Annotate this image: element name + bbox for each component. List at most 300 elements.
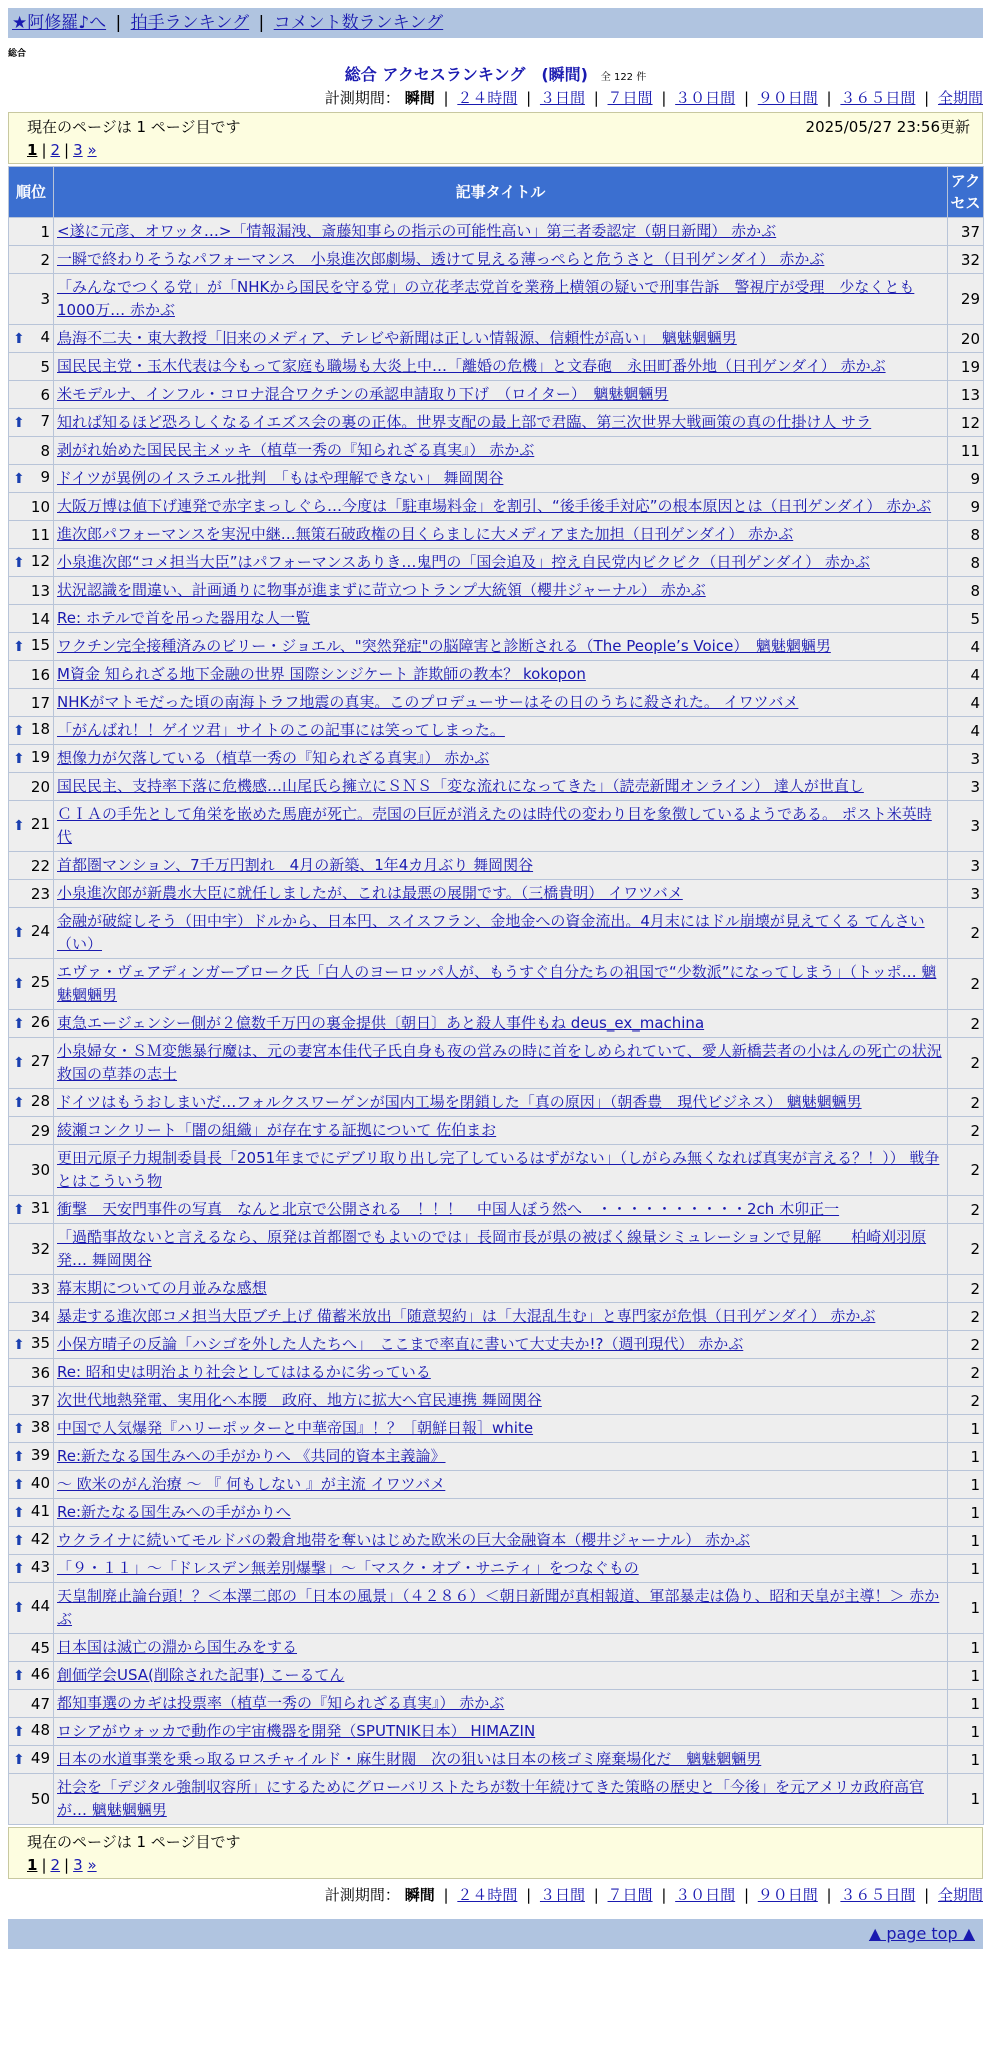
period-separator: | <box>739 1886 754 1904</box>
article-link[interactable]: 一瞬で終わりそうなパフォーマンス 小泉進次郎劇場、透けて見える薄っぺらと危うさと（日刊ゲンダイ） 赤かぶ <box>57 250 825 268</box>
rank-number: 22 <box>30 856 50 875</box>
table-row <box>9 521 983 548</box>
access-count: 3 <box>948 852 983 879</box>
table-row <box>9 1275 983 1302</box>
rank-number: 33 <box>30 1279 50 1298</box>
ranking-table <box>8 166 984 1825</box>
table-row <box>9 1746 983 1773</box>
comment-ranking-link[interactable]: コメント数ランキング <box>273 13 444 33</box>
table-row <box>9 959 983 1009</box>
table-row <box>9 549 983 576</box>
up-arrow-icon: ⬆ <box>13 1504 25 1521</box>
title-cell <box>54 437 947 464</box>
pagination-current: 1 <box>27 141 38 159</box>
article-link[interactable]: 状況認識を間違い、計画通りに物事が進まずに苛立つトランプ大統領（櫻井ジャーナル） 赤かぶ <box>57 581 706 599</box>
pagination <box>27 1854 970 1876</box>
title-cell <box>54 1145 947 1195</box>
access-count: 20 <box>948 325 983 352</box>
page-title: 総合 アクセスランキング (瞬間) <box>344 65 588 84</box>
article-link[interactable]: ドイツはもうおしまいだ…フォルクスワーゲンが国内工場を閉鎖した「真の原因」（朝香豊 現代ビジネス） 魑魅魍魎男 <box>57 1093 862 1111</box>
period-link[interactable]: ９０日間 <box>757 89 818 107</box>
rank-number: 4 <box>40 327 50 346</box>
table-row <box>9 1527 983 1554</box>
title-cell <box>54 465 947 492</box>
access-count: 1 <box>948 1415 983 1442</box>
rank-cell <box>9 1331 53 1358</box>
header-rank: 順位 <box>9 167 53 217</box>
table-row <box>9 1387 983 1414</box>
table-row <box>9 1443 983 1470</box>
table-row <box>9 773 983 800</box>
access-count: 2 <box>948 1145 983 1195</box>
access-count: 1 <box>948 1555 983 1582</box>
period-link[interactable]: ３０日間 <box>675 1886 736 1904</box>
period-link[interactable]: ２４時間 <box>457 89 518 107</box>
up-arrow-icon: ⬆ <box>13 1476 25 1493</box>
rank-cell <box>9 1634 53 1661</box>
table-row <box>9 381 983 408</box>
article-link[interactable]: ＣＩＡの手先として角栄を嵌めた馬鹿が死亡。売国の巨匠が消えたのは時代の変わり目を象徴しているようである。 ポスト米英時代 <box>57 805 932 846</box>
rank-number: 7 <box>40 411 50 430</box>
up-arrow-icon: ⬆ <box>13 1420 25 1437</box>
access-count: 9 <box>948 493 983 520</box>
pagination <box>27 139 970 161</box>
rank-number: 28 <box>30 1091 50 1110</box>
rank-cell <box>9 1471 53 1498</box>
period-separator: | <box>656 1886 672 1904</box>
rank-cell <box>9 1443 53 1470</box>
period-label: 計測期間： <box>324 89 400 107</box>
period-current: 瞬間 <box>404 1886 435 1904</box>
article-link[interactable]: Re: ホテルで首を吊った器用な人一覧 <box>57 609 311 627</box>
rank-number: 32 <box>30 1240 50 1258</box>
table-row <box>9 1196 983 1223</box>
title-cell <box>54 1359 947 1386</box>
article-link[interactable]: Re:新たなる国生みへの手がかりへ 《共同的資本主義論》 <box>57 1447 446 1465</box>
table-row <box>9 689 983 716</box>
period-separator: | <box>521 89 536 107</box>
page-info-top <box>8 112 983 164</box>
access-count: 1 <box>948 1471 983 1498</box>
period-link[interactable]: ３６５日間 <box>840 89 916 107</box>
article-link[interactable]: 米モデルナ、インフル・コロナ混合ワクチンの承認申請取り下げ （ロイター） 魑魅魍魎男 <box>57 385 669 403</box>
title-cell <box>54 633 947 660</box>
period-link[interactable]: ３６５日間 <box>840 1886 916 1904</box>
article-link[interactable]: M資金 知られざる地下金融の世界 国際シンジケート 詐欺師の教本？ kokopon <box>57 665 586 683</box>
rank-cell <box>9 745 53 772</box>
access-count: 2 <box>948 908 983 958</box>
table-row <box>9 1555 983 1582</box>
access-count: 1 <box>948 1746 983 1773</box>
rank-cell <box>9 1583 53 1633</box>
title-cell <box>54 801 947 851</box>
access-count: 1 <box>948 1634 983 1661</box>
footer-bar <box>8 1919 983 1949</box>
rank-number: 25 <box>30 973 50 991</box>
article-link[interactable]: 金融が破綻しそう（田中宇）ドルから、日本円、スイスフラン、金地金への資金流出。4月末にはドル崩壊が見えてくる てんさい（い） <box>57 912 925 953</box>
article-link[interactable]: ドイツが異例のイスラエル批判 「もはや理解できない」 舞岡関谷 <box>57 469 504 487</box>
table-row <box>9 717 983 744</box>
article-link[interactable]: エヴァ・ヴェアディンガーブローク氏「白人のヨーロッパ人が、もうすぐ自分たちの祖国で“少数派”になってしまう」（トッポ… 魑魅魍魎男 <box>57 963 937 1004</box>
period-separator: | <box>521 1886 536 1904</box>
table-row <box>9 1774 983 1824</box>
pagination-separator: | <box>64 1856 70 1874</box>
access-count: 2 <box>948 1331 983 1358</box>
article-link[interactable]: 小泉婦女・ＳＭ変態暴行魔は、元の妻宮本佳代子氏自身も夜の営みの時に首をしめられていて、愛人新橋芸者の小はんの死亡の状況 救国の草莽の志士 <box>57 1042 942 1083</box>
table-row <box>9 1359 983 1386</box>
table-row <box>9 1690 983 1717</box>
access-count: 12 <box>948 409 983 436</box>
article-link[interactable]: ～ 欧米のがん治療 ～ 『 何もしない 』が主流 イワツバメ <box>57 1475 446 1493</box>
access-count: 8 <box>948 521 983 548</box>
table-row <box>9 1331 983 1358</box>
title-cell <box>54 1275 947 1302</box>
article-link[interactable]: 次世代地熱発電、実用化へ本腰 政府、地方に拡大へ官民連携 舞岡関谷 <box>57 1391 542 1409</box>
table-row <box>9 465 983 492</box>
rank-number: 5 <box>40 357 50 376</box>
rank-number: 18 <box>30 719 50 738</box>
article-link[interactable]: 日本国は滅亡の淵から国生みをする <box>57 1638 298 1656</box>
rank-cell <box>9 1555 53 1582</box>
title-cell <box>54 1387 947 1414</box>
table-row <box>9 1662 983 1689</box>
rank-number: 30 <box>30 1161 50 1179</box>
rank-number: 17 <box>30 693 50 712</box>
title-cell <box>54 689 947 716</box>
rank-cell <box>9 465 53 492</box>
header-count: アクセス <box>948 167 983 217</box>
access-count: 2 <box>948 1387 983 1414</box>
access-count: 19 <box>948 353 983 380</box>
up-arrow-icon: ⬆ <box>13 722 25 739</box>
pagination-page-link[interactable]: 3 <box>73 141 83 159</box>
article-link[interactable]: 小保方晴子の反論「ハシゴを外した人たちへ」 ここまで率直に書いて大丈夫か!?（週刊現代） 赤かぶ <box>57 1335 744 1353</box>
title-cell <box>54 852 947 879</box>
access-count: 4 <box>948 633 983 660</box>
article-link[interactable]: 大阪万博は値下げ連発で赤字まっしぐら…今度は「駐車場料金」を割引、“後手後手対応”の根本原因とは（日刊ゲンダイ） 赤かぶ <box>57 497 932 515</box>
access-count: 3 <box>948 801 983 851</box>
period-current: 瞬間 <box>404 89 435 107</box>
nav-separator: | <box>258 13 265 33</box>
page-top-link[interactable]: ▲ page top ▲ <box>868 1924 975 1943</box>
title-cell <box>54 717 947 744</box>
table-row <box>9 852 983 879</box>
rank-cell <box>9 437 53 464</box>
rank-cell <box>9 1415 53 1442</box>
rank-number: 38 <box>30 1417 50 1436</box>
period-link[interactable]: ９０日間 <box>757 1886 818 1904</box>
table-row <box>9 1415 983 1442</box>
table-row <box>9 1499 983 1526</box>
rank-number: 26 <box>30 1012 50 1031</box>
title-cell <box>54 218 947 245</box>
title-cell <box>54 274 947 324</box>
article-link[interactable]: 剥がれ始めた国民民主メッキ（植草一秀の『知られざる真実』） 赤かぶ <box>57 441 535 459</box>
article-link[interactable]: 衝撃 天安門事件の写真 なんと北京で公開される ！！！ 中国人ぼう然へ ・・・・・・・・・・2ch 木卯正一 <box>57 1200 840 1218</box>
title-cell <box>54 605 947 632</box>
title-cell <box>54 1331 947 1358</box>
table-row <box>9 1145 983 1195</box>
article-link[interactable]: 鳥海不二夫・東大教授「旧来のメディア、テレビや新聞は正しい情報源、信頼性が高い」 魑魅魍魎男 <box>57 329 737 347</box>
period-link[interactable]: ３日間 <box>539 89 585 107</box>
access-count: 4 <box>948 717 983 744</box>
table-row <box>9 409 983 436</box>
title-cell <box>54 353 947 380</box>
up-arrow-icon: ⬆ <box>13 638 25 655</box>
rank-cell <box>9 801 53 851</box>
table-row <box>9 745 983 772</box>
period-selector-bottom <box>8 1883 983 1907</box>
title-cell <box>54 1471 947 1498</box>
title-cell <box>54 246 947 273</box>
table-row <box>9 633 983 660</box>
article-link[interactable]: 中国で人気爆発『ハリーポッターと中華帝国』！？［朝鮮日報］white <box>57 1419 534 1437</box>
table-row <box>9 1303 983 1330</box>
title-cell <box>54 521 947 548</box>
page-info-bottom <box>8 1827 983 1879</box>
rank-number: 2 <box>40 250 50 269</box>
article-link[interactable]: <遂に元彦、オワッタ…>「情報漏洩、斎藤知事らの指示の可能性高い」第三者委認定（朝日新聞） 赤かぶ <box>57 222 777 240</box>
title-cell <box>54 1010 947 1037</box>
rank-number: 41 <box>30 1501 50 1520</box>
rank-cell <box>9 493 53 520</box>
rank-cell <box>9 1387 53 1414</box>
rank-number: 37 <box>30 1391 50 1410</box>
article-link[interactable]: 「９・１１」～「ドレスデン無差別爆撃」～「マスク・オブ・サニティ」をつなぐもの <box>57 1559 639 1577</box>
article-link[interactable]: 天皇制廃止論台頭！？＜本澤二郎の「日本の風景」（４２８６）＜朝日新聞が真相報道、軍部暴走は偽り、昭和天皇が主導！＞ 赤かぶ <box>57 1587 940 1628</box>
rank-cell <box>9 880 53 907</box>
title-cell <box>54 1634 947 1661</box>
title-cell <box>54 1555 947 1582</box>
period-separator: | <box>821 1886 837 1904</box>
rank-number: 29 <box>30 1121 50 1140</box>
article-link[interactable]: 国民民主、支持率下落に危機感…山尾氏ら擁立にＳＮＳ「変な流れになってきた」（読売新聞オンライン） 達人が世直し <box>57 777 864 795</box>
title-cell <box>54 1196 947 1223</box>
article-link[interactable]: NHKがマトモだった頃の南海トラフ地震の真実。このプロデューサーはその日のうちに殺された。 イワツバメ <box>57 693 799 711</box>
rank-number: 42 <box>30 1529 50 1548</box>
title-cell <box>54 409 947 436</box>
up-arrow-icon: ⬆ <box>13 554 25 571</box>
access-count: 2 <box>948 1196 983 1223</box>
rank-cell <box>9 1303 53 1330</box>
rank-cell <box>9 908 53 958</box>
period-link[interactable]: 全期間 <box>937 89 983 107</box>
period-link[interactable]: 全期間 <box>937 1886 983 1904</box>
up-arrow-icon: ⬆ <box>13 1667 25 1684</box>
period-link[interactable]: ２４時間 <box>457 1886 518 1904</box>
access-count: 37 <box>948 218 983 245</box>
access-count: 9 <box>948 465 983 492</box>
rank-cell <box>9 1774 53 1824</box>
rank-cell <box>9 246 53 273</box>
up-arrow-icon: ⬆ <box>13 818 25 834</box>
access-count: 2 <box>948 1089 983 1116</box>
title-cell <box>54 1499 947 1526</box>
rank-cell <box>9 353 53 380</box>
rank-number: 1 <box>40 222 50 241</box>
rank-cell <box>9 1527 53 1554</box>
access-count: 2 <box>948 1359 983 1386</box>
up-arrow-icon: ⬆ <box>13 1560 25 1577</box>
rank-number: 3 <box>40 290 50 308</box>
table-row <box>9 1117 983 1144</box>
period-link[interactable]: ７日間 <box>607 1886 653 1904</box>
rank-number: 9 <box>40 467 50 486</box>
article-link[interactable]: 「過酷事故ないと言えるなら、原発は首都圏でもよいのでは」長岡市長が県の被ばく線量シミュレーションで見解 柏崎刈羽原発… 舞岡関谷 <box>57 1228 927 1269</box>
rank-cell <box>9 521 53 548</box>
table-row <box>9 493 983 520</box>
article-link[interactable]: 国民民主党・玉木代表は今もって家庭も職場も大炎上中…「離婚の危機」と文春砲 永田町番外地（日刊ゲンダイ） 赤かぶ <box>57 357 886 375</box>
period-link[interactable]: ３日間 <box>539 1886 585 1904</box>
title-cell <box>54 1746 947 1773</box>
article-link[interactable]: 小泉進次郎“コメ担当大臣”はパフォーマンスありき…鬼門の「国会追及」控え自民党内ビクビク（日刊ゲンダイ） 赤かぶ <box>57 553 870 571</box>
pagination-next-link[interactable]: » <box>87 1856 97 1874</box>
table-row <box>9 1471 983 1498</box>
rank-cell <box>9 218 53 245</box>
access-count: 1 <box>948 1527 983 1554</box>
article-link[interactable]: Re: 昭和史は明治より社会としてははるかに劣っている <box>57 1363 431 1381</box>
title-cell <box>54 577 947 604</box>
period-link[interactable]: ３０日間 <box>675 89 736 107</box>
rank-number: 8 <box>40 441 50 460</box>
pagination-page-link[interactable]: 3 <box>73 1856 83 1874</box>
access-count: 2 <box>948 959 983 1009</box>
title-cell <box>54 1527 947 1554</box>
title-cell <box>54 1117 947 1144</box>
article-link[interactable]: 都知事選のカギは投票率（植草一秀の『知られざる真実』） 赤かぶ <box>57 1694 505 1712</box>
article-link[interactable]: 綾瀬コンクリート「闇の組織」が存在する証拠について 佐伯まお <box>57 1121 497 1139</box>
rank-cell <box>9 1038 53 1088</box>
rank-number: 49 <box>30 1748 50 1767</box>
access-count: 1 <box>948 1443 983 1470</box>
pagination-page-link[interactable]: 2 <box>50 141 61 159</box>
up-arrow-icon: ⬆ <box>13 470 25 487</box>
rank-cell <box>9 717 53 744</box>
up-arrow-icon: ⬆ <box>13 1600 25 1616</box>
rank-cell <box>9 852 53 879</box>
article-link[interactable]: 更田元原子力規制委員長「2051年までにデブリ取り出し完了しているはずがない」（しがらみ無くなれば真実が言える？！）） 戦争とはこういう物 <box>57 1149 940 1190</box>
period-separator: | <box>656 89 672 107</box>
rank-cell <box>9 1089 53 1116</box>
article-link[interactable]: ウクライナに続いてモルドバの穀倉地帯を奪いはじめた欧米の巨大金融資本（櫻井ジャーナル） 赤かぶ <box>57 1531 750 1549</box>
period-separator: | <box>588 1886 604 1904</box>
article-link[interactable]: 首都圏マンション、7千万円割れ 4月の新築、1年4カ月ぶり 舞岡関谷 <box>57 856 534 874</box>
period-separator: | <box>919 89 934 107</box>
title-cell <box>54 773 947 800</box>
article-link[interactable]: ロシアがウォッカで動作の宇宙機器を開発（SPUTNIK日本） HIMAZIN <box>57 1722 536 1740</box>
rank-number: 27 <box>30 1052 50 1070</box>
article-link[interactable]: 「がんばれ！！ゲイツ君」サイトのこの記事には笑ってしまった。 <box>57 721 505 739</box>
access-count: 4 <box>948 661 983 688</box>
title-cell <box>54 493 947 520</box>
up-arrow-icon: ⬆ <box>13 1015 25 1032</box>
article-link[interactable]: 東急エージェンシー側が２億数千万円の裏金提供〔朝日〕あと殺人事件もね deus_ex_machina <box>57 1014 705 1032</box>
title-cell <box>54 908 947 958</box>
header-title: 記事タイトル <box>54 167 947 217</box>
up-arrow-icon: ⬆ <box>13 1336 25 1353</box>
access-count: 2 <box>948 1117 983 1144</box>
title-cell <box>54 549 947 576</box>
up-arrow-icon: ⬆ <box>13 330 25 347</box>
top-navigation-bar <box>8 8 983 38</box>
article-link[interactable]: ワクチン完全接種済みのビリー・ジョエル、"突然発症"の脳障害と診断される（The People’s Voice） 魑魅魍魎男 <box>57 637 831 655</box>
access-count: 32 <box>948 246 983 273</box>
rank-cell <box>9 1746 53 1773</box>
rank-cell <box>9 1275 53 1302</box>
updated-timestamp: 2025/05/27 23:56更新 <box>805 118 970 136</box>
access-count: 5 <box>948 605 983 632</box>
article-link[interactable]: 暴走する進次郎コメ担当大臣ブチ上げ 備蓄米放出「随意契約」は「大混乱生む」と専門家が危惧（日刊ゲンダイ） 赤かぶ <box>57 1307 876 1325</box>
period-link[interactable]: ７日間 <box>607 89 653 107</box>
article-link[interactable]: 創価学会USA(削除された記事) こーるてん <box>57 1666 345 1684</box>
rank-number: 10 <box>30 497 50 516</box>
up-arrow-icon: ⬆ <box>13 1448 25 1465</box>
article-link[interactable]: 知れば知るほど恐ろしくなるイエズス会の裏の正体。世界支配の最上部で君臨、第三次世界大戦画策の真の仕掛け人 サラ <box>57 413 872 431</box>
article-link[interactable]: 想像力が欠落している（植草一秀の『知られざる真実』） 赤かぶ <box>57 749 490 767</box>
table-row <box>9 1583 983 1633</box>
rank-number: 48 <box>30 1720 50 1739</box>
rank-cell <box>9 1359 53 1386</box>
up-arrow-icon: ⬆ <box>13 1201 25 1218</box>
article-link[interactable]: 「みんなでつくる党」が「NHKから国民を守る党」の立花孝志党首を業務上横領の疑いで刑事告訴 警視庁が受理 少なくとも1000万… 赤かぶ <box>57 278 915 319</box>
access-count: 1 <box>948 1718 983 1745</box>
period-label: 計測期間： <box>324 1886 400 1904</box>
table-row <box>9 880 983 907</box>
table-row <box>9 437 983 464</box>
table-row <box>9 908 983 958</box>
rank-number: 21 <box>30 815 50 833</box>
pagination-next-link[interactable]: » <box>87 141 97 159</box>
period-selector-top <box>8 86 983 110</box>
article-link[interactable]: 幕末期についての月並みな感想 <box>57 1279 267 1297</box>
up-arrow-icon: ⬆ <box>13 976 25 992</box>
access-count: 11 <box>948 437 983 464</box>
article-link[interactable]: Re:新たなる国生みへの手がかりへ <box>57 1503 291 1521</box>
table-row <box>9 353 983 380</box>
rank-number: 40 <box>30 1473 50 1492</box>
title-cell <box>54 1774 947 1824</box>
period-separator: | <box>919 1886 934 1904</box>
access-count: 1 <box>948 1662 983 1689</box>
access-count: 4 <box>948 689 983 716</box>
up-arrow-icon: ⬆ <box>13 1094 25 1111</box>
title-row <box>0 64 991 86</box>
title-cell <box>54 1224 947 1274</box>
table-row <box>9 577 983 604</box>
pagination-separator: | <box>41 1856 47 1874</box>
article-link[interactable]: 社会を「デジタル強制収容所」にするためにグローバリストたちが数十年続けてきた策略の歴史と「今後」を元アメリカ政府高官が… 魑魅魍魎男 <box>57 1778 925 1819</box>
access-count: 3 <box>948 773 983 800</box>
article-link[interactable]: 小泉進次郎が新農水大臣に就任しましたが、これは最悪の展開です。（三橋貴明） イワツバメ <box>57 884 683 902</box>
access-count: 3 <box>948 880 983 907</box>
home-link[interactable]: ★阿修羅♪へ <box>12 13 107 33</box>
rank-number: 19 <box>30 747 50 766</box>
title-cell <box>54 1415 947 1442</box>
clap-ranking-link[interactable]: 拍手ランキング <box>130 13 250 33</box>
rank-cell <box>9 409 53 436</box>
table-row <box>9 605 983 632</box>
rank-cell <box>9 325 53 352</box>
pagination-page-link[interactable]: 2 <box>50 1856 61 1874</box>
article-link[interactable]: 日本の水道事業を乗っ取るロスチャイルド・麻生財閥 次の狙いは日本の核ゴミ廃棄場化だ 魑魅魍魎男 <box>57 1750 762 1768</box>
title-cell <box>54 959 947 1009</box>
pagination-current: 1 <box>27 1856 38 1874</box>
article-link[interactable]: 進次郎パフォーマンスを実況中継…無策石破政権の目くらましに大メディアまた加担（日刊ゲンダイ） 赤かぶ <box>57 525 794 543</box>
rank-number: 11 <box>30 525 50 544</box>
access-count: 8 <box>948 549 983 576</box>
rank-cell <box>9 1690 53 1717</box>
rank-cell <box>9 1196 53 1223</box>
